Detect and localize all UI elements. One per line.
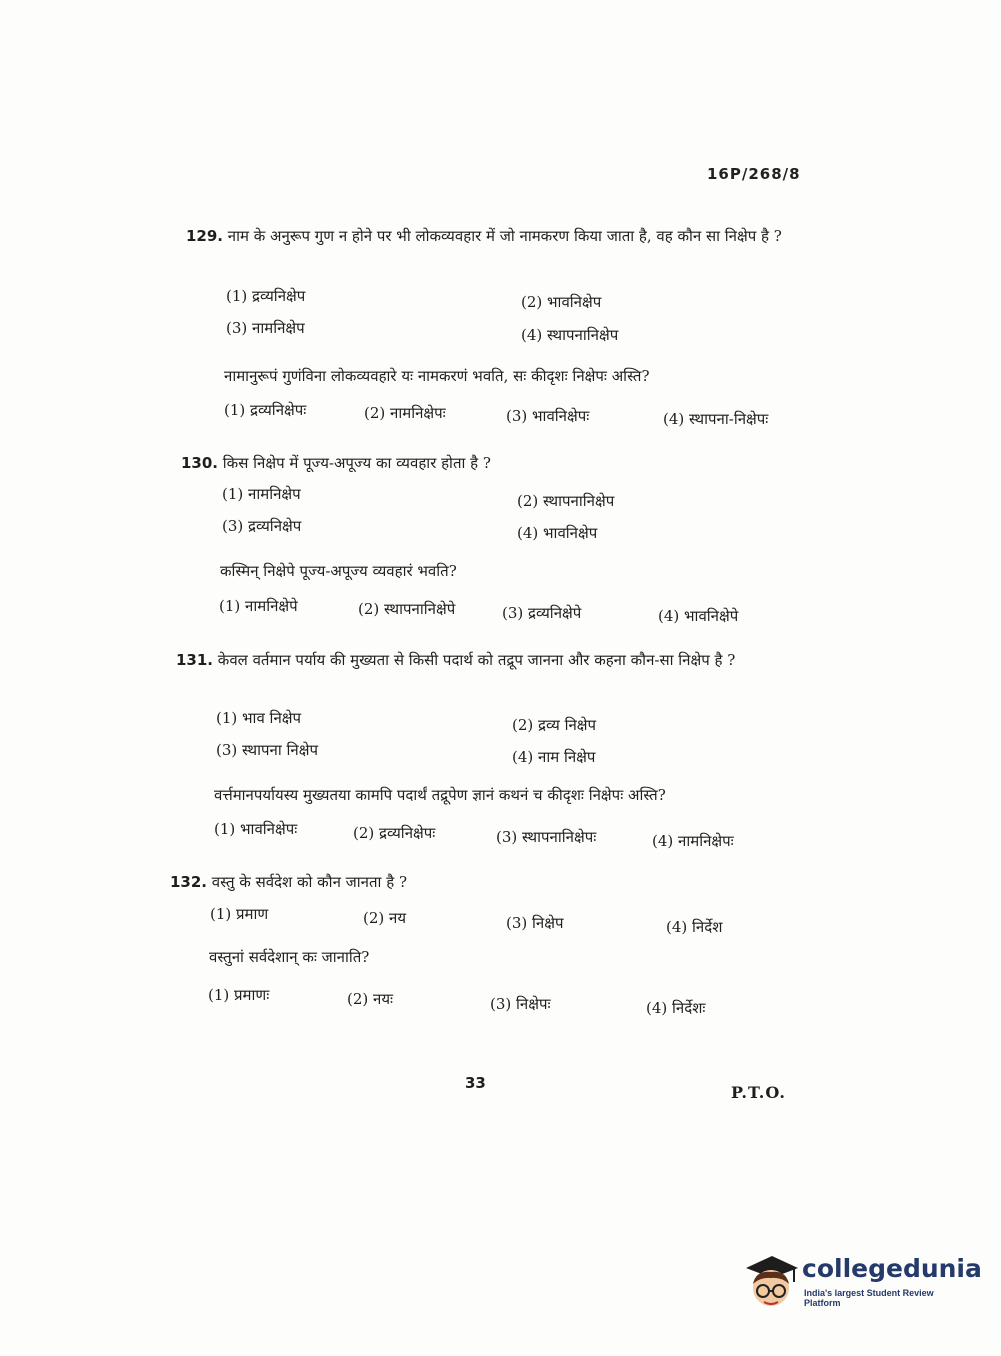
option-hindi-1: (1) नामनिक्षेप	[222, 485, 301, 503]
option-hindi-4: (4) भावनिक्षेप	[517, 524, 598, 542]
option-hindi-2: (2) नय	[363, 909, 407, 927]
brand-name: collegedunia	[802, 1254, 982, 1283]
option-hindi-3: (3) निक्षेप	[506, 914, 564, 932]
option-sanskrit-3: (3) स्थापनानिक्षेपः	[496, 828, 597, 846]
option-hindi-3: (3) द्रव्यनिक्षेप	[222, 517, 302, 535]
option-sanskrit-3: (3) भावनिक्षेपः	[506, 407, 590, 425]
mascot-icon	[742, 1250, 800, 1312]
option-sanskrit-2: (2) नयः	[347, 990, 394, 1008]
question-text-hindi: वस्तु के सर्वदेश को कौन जानता है ?	[211, 873, 407, 891]
page-number: 33	[465, 1074, 486, 1092]
option-sanskrit-2: (2) नामनिक्षेपः	[364, 404, 446, 422]
option-sanskrit-1: (1) द्रव्यनिक्षेपः	[224, 401, 307, 419]
option-sanskrit-4: (4) स्थापना-निक्षेपः	[663, 410, 769, 428]
question-text-sanskrit: वस्तुनां सर्वदेशान् कः जानाति?	[209, 948, 370, 966]
option-hindi-3: (3) स्थापना निक्षेप	[216, 741, 319, 759]
question-number: 131.	[176, 651, 214, 669]
option-hindi-1: (1) द्रव्यनिक्षेप	[226, 287, 306, 305]
option-sanskrit-1: (1) भावनिक्षेपः	[214, 820, 298, 838]
option-sanskrit-3: (3) द्रव्यनिक्षेपे	[502, 604, 582, 622]
option-sanskrit-2: (2) द्रव्यनिक्षेपः	[353, 824, 436, 842]
option-hindi-1: (1) प्रमाण	[210, 905, 269, 923]
option-hindi-2: (2) स्थापनानिक्षेप	[517, 492, 615, 510]
option-sanskrit-3: (3) निक्षेपः	[490, 995, 551, 1013]
option-sanskrit-1: (1) नामनिक्षेपे	[219, 597, 298, 615]
question-text-sanskrit: नामानुरूपं गुणंविना लोकव्यवहारे यः नामकरणं भवति, सः कीदृशः निक्षेपः अस्ति?	[224, 367, 650, 385]
option-sanskrit-4: (4) नामनिक्षेपः	[652, 832, 734, 850]
question-129	[186, 225, 813, 247]
option-hindi-4: (4) स्थापनानिक्षेप	[521, 326, 619, 344]
question-text-hindi: केवल वर्तमान पर्याय की मुख्यता से किसी पदार्थ को तद्रूप जानना और कहना कौन-सा निक्षेप है ?	[217, 651, 736, 669]
option-sanskrit-4: (4) भावनिक्षेपे	[658, 607, 739, 625]
collegedunia-watermark	[742, 1250, 982, 1312]
question-number: 132.	[170, 873, 208, 891]
option-sanskrit-1: (1) प्रमाणः	[208, 986, 270, 1004]
pto-label: P.T.O.	[731, 1083, 786, 1102]
option-hindi-3: (3) नामनिक्षेप	[226, 319, 305, 337]
option-hindi-1: (1) भाव निक्षेप	[216, 709, 302, 727]
option-hindi-2: (2) भावनिक्षेप	[521, 293, 602, 311]
option-hindi-4: (4) नाम निक्षेप	[512, 748, 596, 766]
brand-tagline: India's largest Student Review Platform	[804, 1288, 934, 1308]
option-hindi-4: (4) निर्देश	[666, 918, 723, 936]
option-hindi-2: (2) द्रव्य निक्षेप	[512, 716, 597, 734]
question-text-sanskrit: कस्मिन् निक्षेपे पूज्य-अपूज्य व्यवहारं भवति?	[220, 562, 457, 580]
question-text-hindi: नाम के अनुरूप गुण न होने पर भी लोकव्यवहार में जो नामकरण किया जाता है, वह कौन सा निक्षेप है ?	[227, 227, 782, 245]
question-131	[176, 649, 818, 671]
question-number: 130.	[181, 454, 219, 472]
question-number: 129.	[186, 227, 224, 245]
option-sanskrit-4: (4) निर्देशः	[646, 999, 706, 1017]
question-text-sanskrit: वर्त्तमानपर्यायस्य मुख्यतया कामपि पदार्थं तद्रूपेण ज्ञानं कथनं च कीदृशः निक्षेपः अस्ति?	[214, 786, 666, 804]
question-130	[181, 452, 491, 474]
question-132	[170, 871, 407, 893]
paper-code: 16P/268/8	[707, 165, 801, 183]
question-text-hindi: किस निक्षेप में पूज्य-अपूज्य का व्यवहार होता है ?	[222, 454, 491, 472]
option-sanskrit-2: (2) स्थापनानिक्षेपे	[358, 600, 456, 618]
